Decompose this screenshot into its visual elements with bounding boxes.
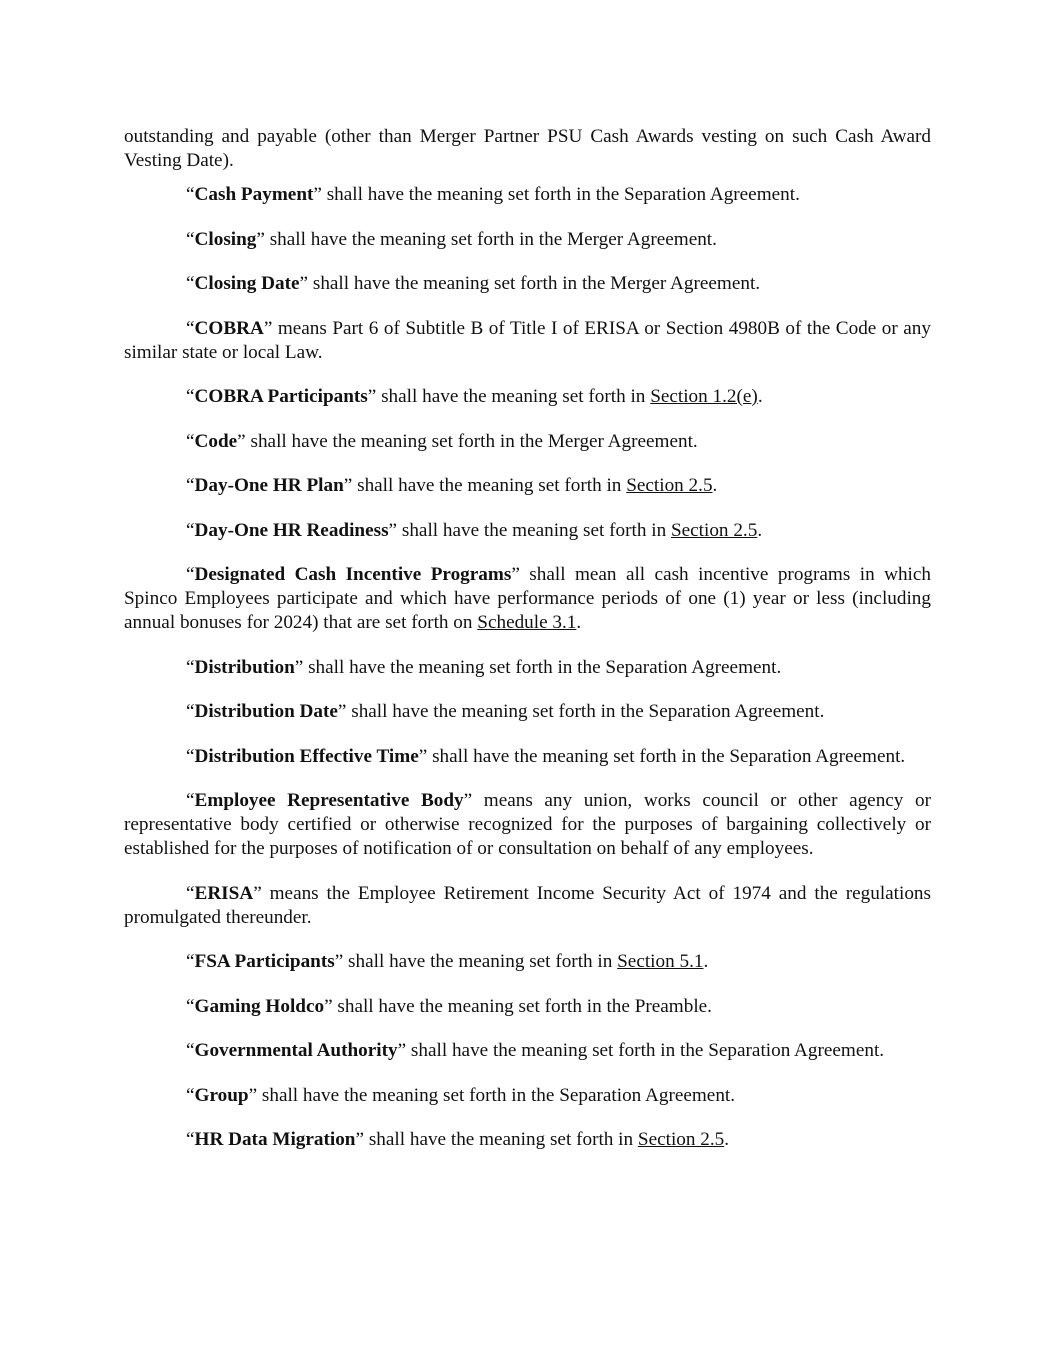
definition-fsa-participants: “FSA Participants” shall have the meaning set forth in Section 5.1. — [186, 951, 709, 972]
definition-cash-payment: “Cash Payment” shall have the meaning set forth in the Separation Agreement. — [186, 184, 800, 205]
definition-text: shall have the meaning set forth in the Merger Agreement. — [250, 430, 698, 452]
definition-text: shall have the meaning set forth in the Separation Agreement. — [308, 656, 782, 678]
section-reference: Section 2.5 — [670, 519, 758, 541]
definition-text: shall have the meaning set forth in — [368, 1129, 634, 1150]
defined-term: Closing — [194, 228, 257, 250]
defined-term: Cash Payment — [194, 184, 314, 205]
definition-text: shall have the meaning set forth in the Separation Agreement. — [261, 1084, 736, 1106]
defined-term: HR Data Migration — [194, 1129, 356, 1150]
definition-employee-representative-body: “Employee Representative Body” means any union, works council or other agency or representative body certified or otherwise recognized for the purposes of bargaining collectively or established for the purposes of notification of or consultation on behalf of any employees. — [124, 790, 931, 859]
definition-day-one-hr-plan: “Day-One HR Plan” shall have the meaning set forth in Section 2.5. — [186, 475, 718, 496]
definition-distribution-effective-time: “Distribution Effective Time” shall have the meaning set forth in the Separation Agreement. — [186, 745, 906, 767]
definition-governmental-authority: “Governmental Authority” shall have the meaning set forth in the Separation Agreement. — [186, 1040, 885, 1061]
defined-term: Employee Representative Body — [194, 790, 464, 811]
definition-text: shall have the meaning set forth in — [401, 519, 667, 541]
section-reference: Section 2.5 — [637, 1129, 725, 1150]
defined-term: Day-One HR Plan — [194, 475, 344, 496]
definition-text: shall have the meaning set forth in the Merger Agreement. — [269, 228, 717, 250]
definition-designated-cash-incentive-programs: “Designated Cash Incentive Programs” shall mean all cash incentive programs in which Spinco Employees participate and which have performance periods of one (1) year or less (including annual bonuses for 2024) that are set forth on Schedule 3.1. — [124, 564, 931, 633]
defined-term: Day-One HR Readiness — [194, 519, 389, 541]
definition-gaming-holdco: “Gaming Holdco” shall have the meaning set forth in the Preamble. — [186, 995, 712, 1017]
definition-cobra-participants: “COBRA Participants” shall have the meaning set forth in Section 1.2(e). — [186, 386, 763, 407]
definition-closing-date: “Closing Date” shall have the meaning set forth in the Merger Agreement. — [186, 273, 761, 294]
definition-day-one-hr-readiness: “Day-One HR Readiness” shall have the meaning set forth in Section 2.5. — [186, 519, 763, 541]
definition-code: “Code” shall have the meaning set forth in the Merger Agreement. — [186, 430, 698, 452]
continuation-paragraph: outstanding and payable (other than Merger Partner PSU Cash Awards vesting on such Cash Award Vesting Date). — [124, 126, 931, 171]
defined-term: Closing Date — [194, 273, 300, 294]
definition-distribution-date: “Distribution Date” shall have the meaning set forth in the Separation Agreement. — [186, 701, 825, 722]
defined-term: COBRA — [194, 317, 264, 339]
definition-erisa: “ERISA” means the Employee Retirement Income Security Act of 1974 and the regulations promulgated thereunder. — [124, 882, 931, 928]
definitions-section — [124, 125, 931, 1173]
defined-term: Designated Cash Incentive Programs — [194, 564, 512, 585]
definition-text: means the Employee Retirement Income Security Act of 1974 and the regulations promulgated thereunder. — [124, 882, 931, 928]
section-reference: Section 2.5 — [626, 475, 713, 496]
definition-text: shall have the meaning set forth in — [357, 475, 622, 496]
definition-text: shall have the meaning set forth in — [348, 951, 613, 972]
defined-term: FSA Participants — [194, 951, 335, 972]
definition-text: means any union, works council or other agency or representative body certified or otherwise recognized for the purposes of bargaining collectively or established for the purposes of notification of or consultation on behalf of any employees. — [124, 790, 931, 859]
defined-term: ERISA — [194, 882, 254, 904]
definition-group: “Group” shall have the meaning set forth in the Separation Agreement. — [186, 1084, 736, 1106]
section-reference: Section 5.1 — [617, 951, 704, 972]
definition-text: shall have the meaning set forth in — [381, 386, 646, 407]
defined-term: Gaming Holdco — [194, 995, 325, 1017]
definition-text: shall mean all cash incentive programs in which Spinco Employees participate and which have performance periods of one (1) year or less (including annual bonuses for 2024) that are set forth on — [124, 564, 931, 633]
definition-text: shall have the meaning set forth in the Merger Agreement. — [312, 273, 761, 294]
defined-term: Code — [194, 430, 238, 452]
definition-cobra: “COBRA” means Part 6 of Subtitle B of Title I of ERISA or Section 4980B of the Code or any similar state or local Law. — [124, 317, 931, 363]
definition-text: shall have the meaning set forth in the Separation Agreement. — [351, 701, 825, 722]
definition-text: shall have the meaning set forth in the Preamble. — [337, 995, 712, 1017]
defined-term: Distribution Effective Time — [194, 745, 419, 767]
defined-term: Group — [194, 1084, 249, 1106]
definition-distribution: “Distribution” shall have the meaning set forth in the Separation Agreement. — [186, 656, 782, 678]
definition-text: shall have the meaning set forth in the Separation Agreement. — [326, 184, 800, 205]
definition-text: shall have the meaning set forth in the Separation Agreement. — [432, 745, 906, 767]
defined-term: COBRA Participants — [194, 386, 368, 407]
schedule-reference: Schedule 3.1 — [477, 612, 577, 633]
definition-text: shall have the meaning set forth in the Separation Agreement. — [410, 1040, 885, 1061]
definition-closing: “Closing” shall have the meaning set forth in the Merger Agreement. — [186, 228, 717, 250]
definition-text: means Part 6 of Subtitle B of Title I of ERISA or Section 4980B of the Code or any similar state or local Law. — [124, 317, 931, 363]
defined-term: Distribution — [194, 656, 295, 678]
defined-term: Distribution Date — [194, 701, 338, 722]
section-reference: Section 1.2(e) — [650, 386, 758, 407]
defined-term: Governmental Authority — [194, 1040, 398, 1061]
definition-hr-data-migration: “HR Data Migration” shall have the meaning set forth in Section 2.5. — [186, 1129, 730, 1150]
